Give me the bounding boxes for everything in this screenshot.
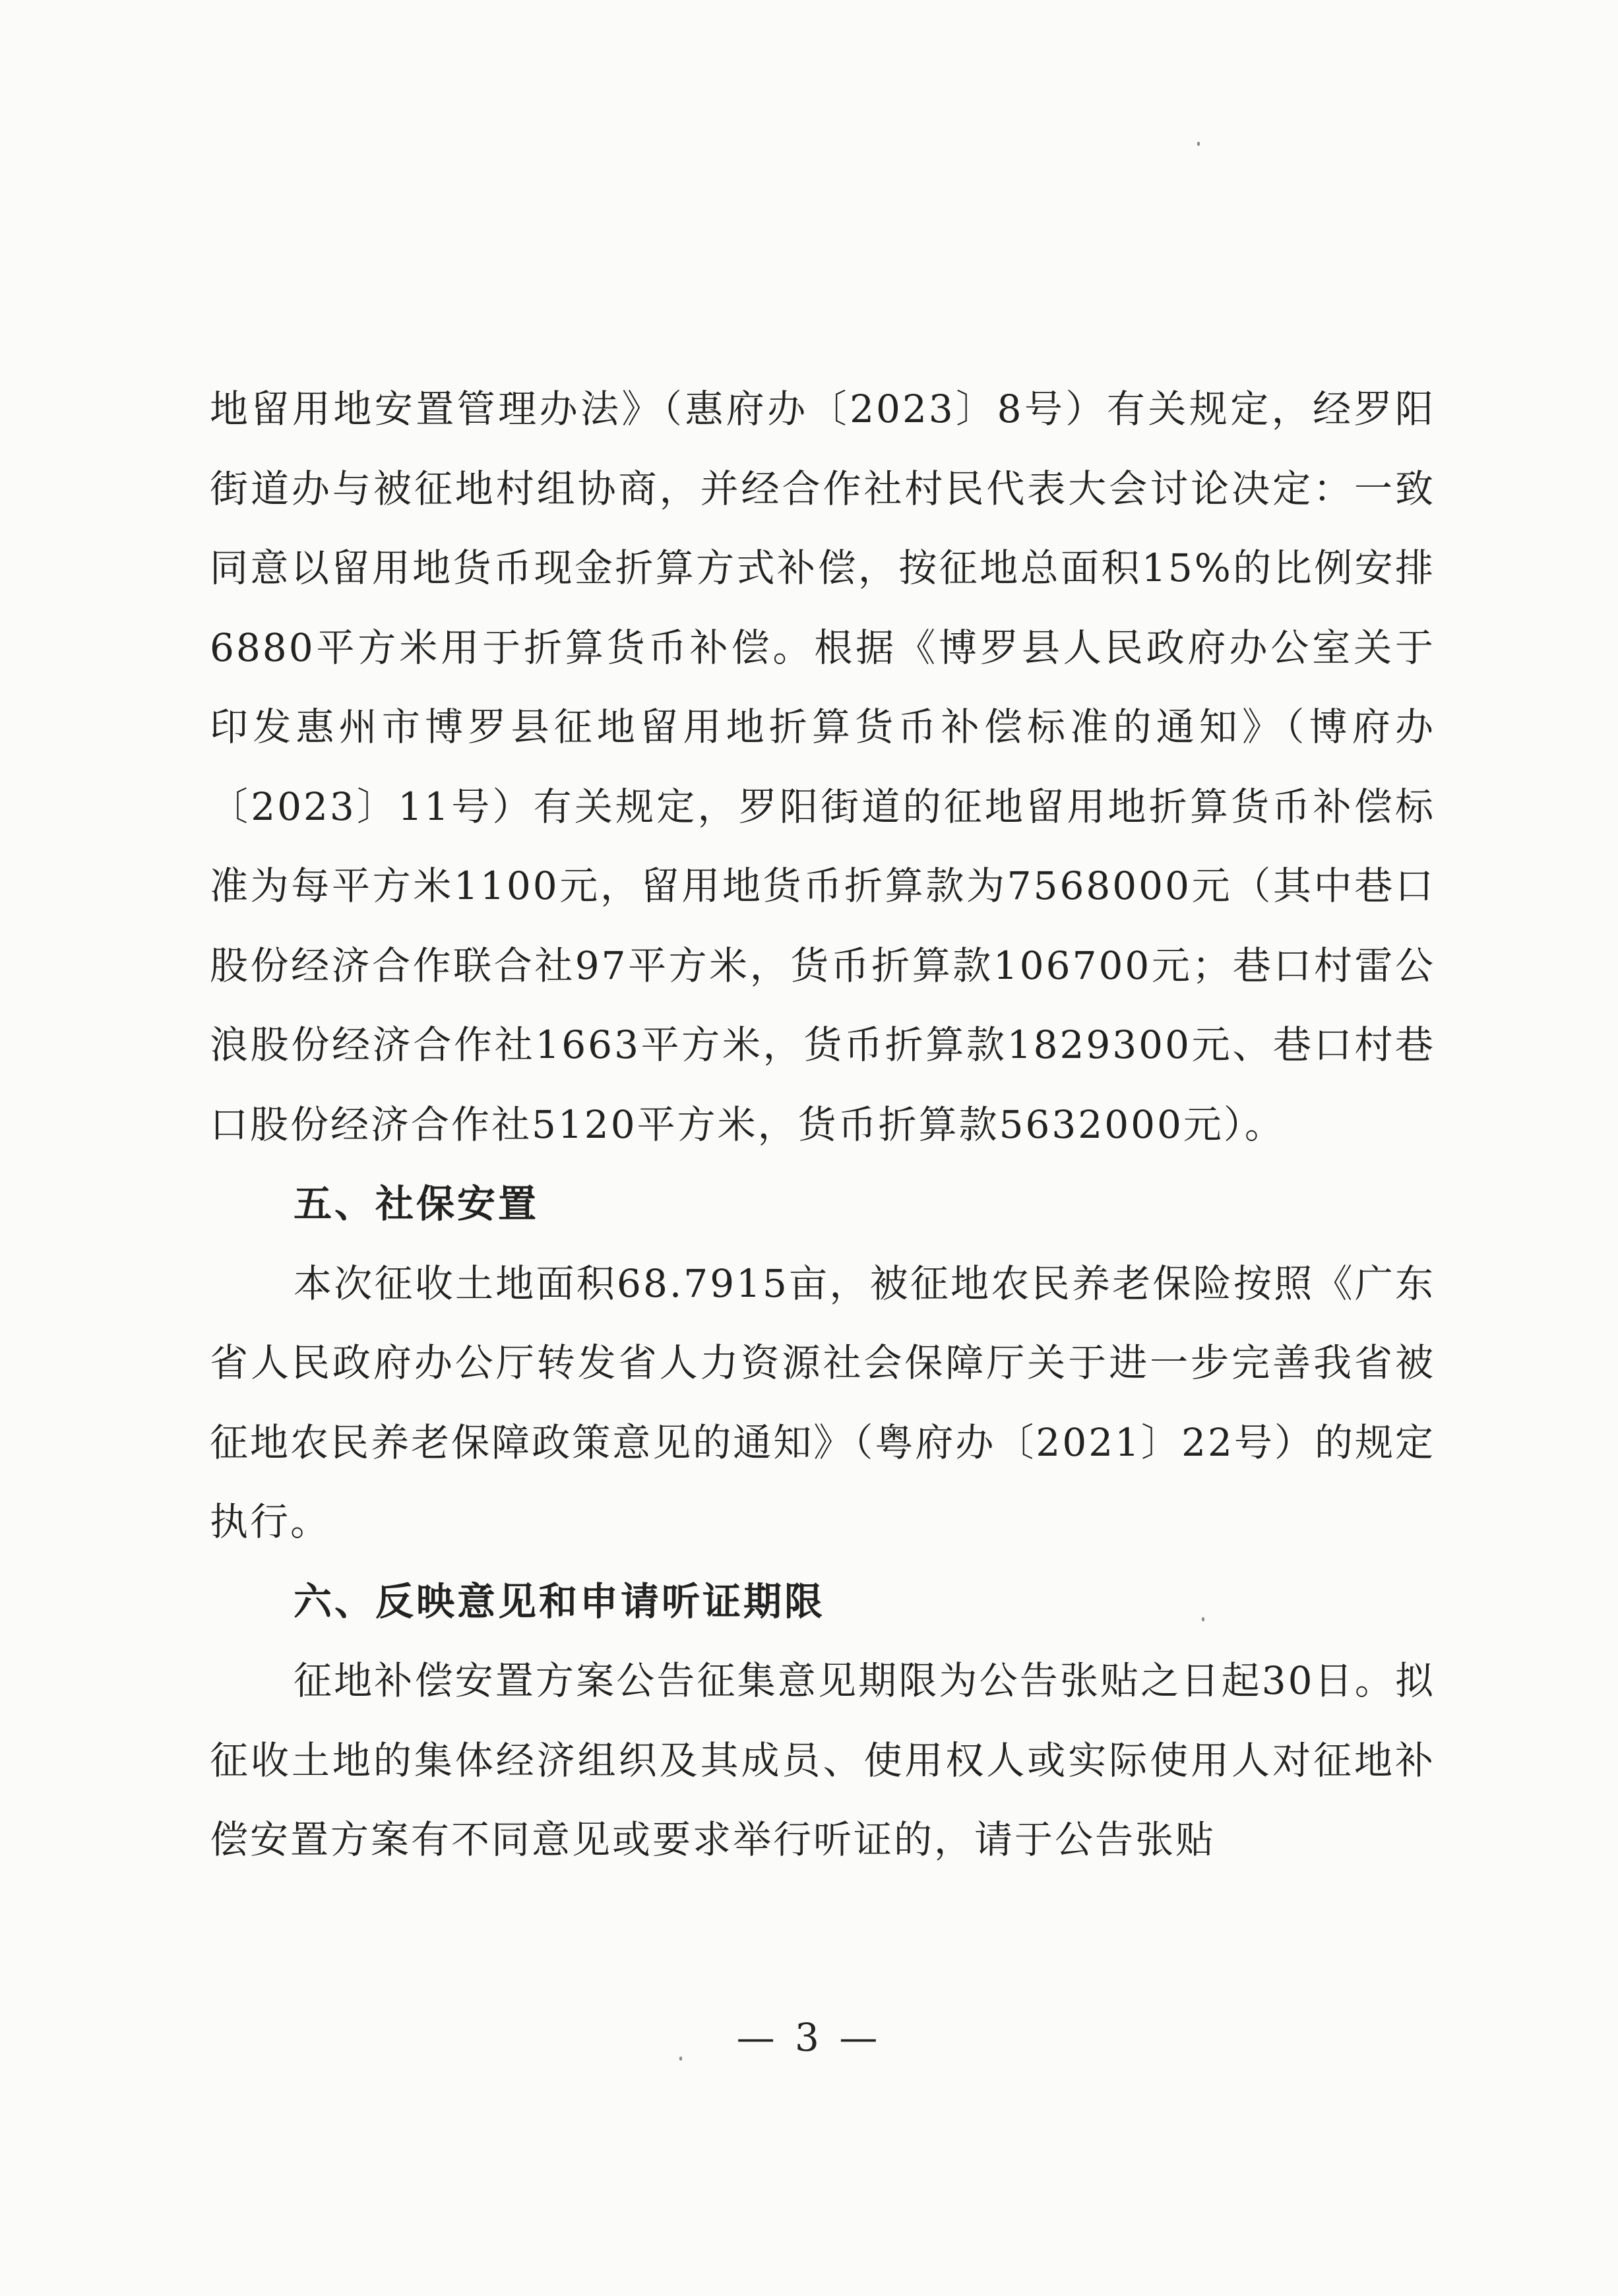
scan-speck: [1202, 1617, 1204, 1621]
page-number: — 3 —: [736, 2015, 882, 2060]
scan-speck: [1197, 142, 1200, 146]
paragraph-land-retention-compensation: 地留用地安置管理办法》（惠府办〔2023〕8号）有关规定，经罗阳街道办与被征地村组协商，并经合作社村民代表大会讨论决定：一致同意以留用地货币现金折算方式补偿，按征地总面积15%的比例安排6880平方米用于折算货币补偿。根据《博罗县人民政府办公室关于印发惠州市博罗县征地留用地折算货币补偿标准的通知》（博府办〔2023〕11号）有关规定，罗阳街道的征地留用地折算货币补偿标准为每平方米1100元，留用地货币折算款为7568000元（其中巷口股份经济合作联合社97平方米，货币折算款106700元；巷口村雷公浪股份经济合作社1663平方米，货币折算款1829300元、巷口村巷口股份经济合作社5120平方米，货币折算款5632000元）。: [210, 387, 1435, 1147]
scan-speck: [679, 2057, 682, 2061]
paragraph-feedback-hearing: 征地补偿安置方案公告征集意见期限为公告张贴之日起30日。拟征收土地的集体经济组织及其成员、使用权人或实际使用人对征地补偿安置方案有不同意见或要求举行听证的，请于公告张贴: [210, 1658, 1435, 1862]
paragraph-social-security: 本次征收土地面积68.7915亩，被征地农民养老保险按照《广东省人民政府办公厅转发省人力资源社会保障厅关于进一步完善我省被征地农民养老保障政策意见的通知》（粤府办〔2021〕22号）的规定执行。: [210, 1260, 1435, 1544]
document-body: [210, 369, 1435, 1880]
section-heading-feedback-hearing: 六、反映意见和申请听证期限: [294, 1578, 826, 1624]
section-heading-social-security: 五、社保安置: [294, 1181, 540, 1226]
